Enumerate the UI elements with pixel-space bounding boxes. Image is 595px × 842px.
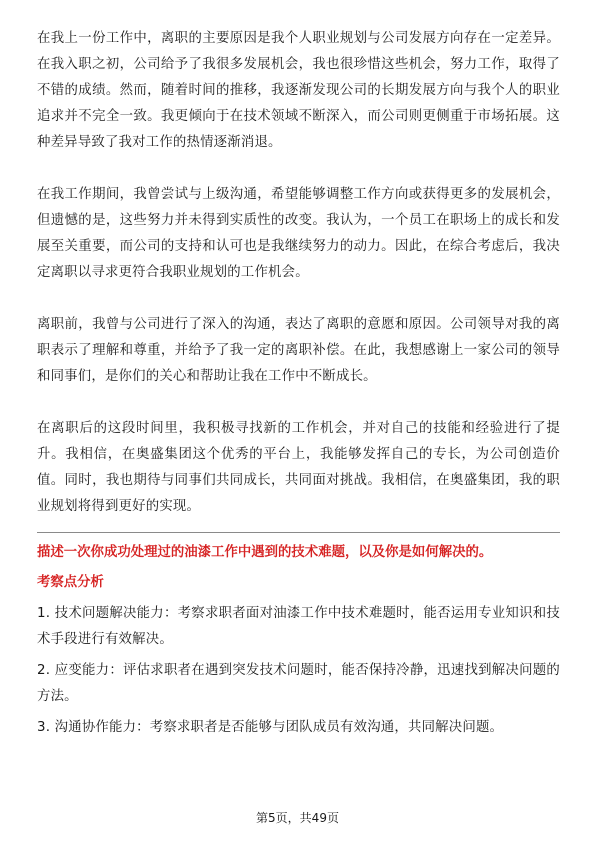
section-divider: [37, 532, 560, 533]
body-paragraph-2: 在我工作期间，我曾尝试与上级沟通，希望能够调整工作方向或获得更多的发展机会，但遗憾的是，这些努力并未得到实质性的改变。我认为，一个员工在职场上的成长和发展至关重要，而公司的支持和认可也是我继续努力的动力。因此，在综合考虑后，我决定离职以寻求更符合我职业规划的工作机会。: [37, 187, 560, 280]
analysis-item-1: 1. 技术问题解决能力：考察求职者面对油漆工作中技术难题时，能否运用专业知识和技术手段进行有效解决。: [37, 606, 560, 647]
page-number: 第5页，共49页: [256, 811, 339, 825]
analysis-title: 考察点分析: [37, 575, 104, 590]
page-content: [37, 26, 560, 746]
analysis-item-2: 2. 应变能力：评估求职者在遇到突发技术问题时，能否保持冷静，迅速找到解决问题的方法。: [37, 663, 560, 704]
body-paragraph-3: 离职前，我曾与公司进行了深入的沟通，表达了离职的意愿和原因。公司领导对我的离职表示了理解和尊重，并给予了我一定的离职补偿。在此，我想感谢上一家公司的领导和同事们，是你们的关心和帮助让我在工作中不断成长。: [37, 317, 560, 384]
analysis-list: [37, 601, 560, 741]
analysis-item-3: 3. 沟通协作能力：考察求职者是否能够与团队成员有效沟通，共同解决问题。: [37, 720, 504, 735]
body-paragraph-4: 在离职后的这段时间里，我积极寻找新的工作机会，并对自己的技能和经验进行了提升。我相信，在奥盛集团这个优秀的平台上，我能够发挥自己的专长，为公司创造价值。同时，我也期待与同事们共同成长，共同面对挑战。我相信，在奥盛集团，我的职业规划将得到更好的实现。: [37, 421, 560, 514]
interview-question: 描述一次你成功处理过的油漆工作中遇到的技术难题，以及你是如何解决的。: [37, 545, 493, 560]
body-paragraph-1: 在我上一份工作中，离职的主要原因是我个人职业规划与公司发展方向存在一定差异。在我入职之初，公司给予了我很多发展机会，我也很珍惜这些机会，努力工作，取得了不错的成绩。然而，随着时间的推移，我逐渐发现公司的长期发展方向与我个人的职业追求并不完全一致。我更倾向于在技术领域不断深入，而公司则更侧重于市场拓展。这种差异导致了我对工作的热情逐渐消退。: [37, 31, 560, 150]
